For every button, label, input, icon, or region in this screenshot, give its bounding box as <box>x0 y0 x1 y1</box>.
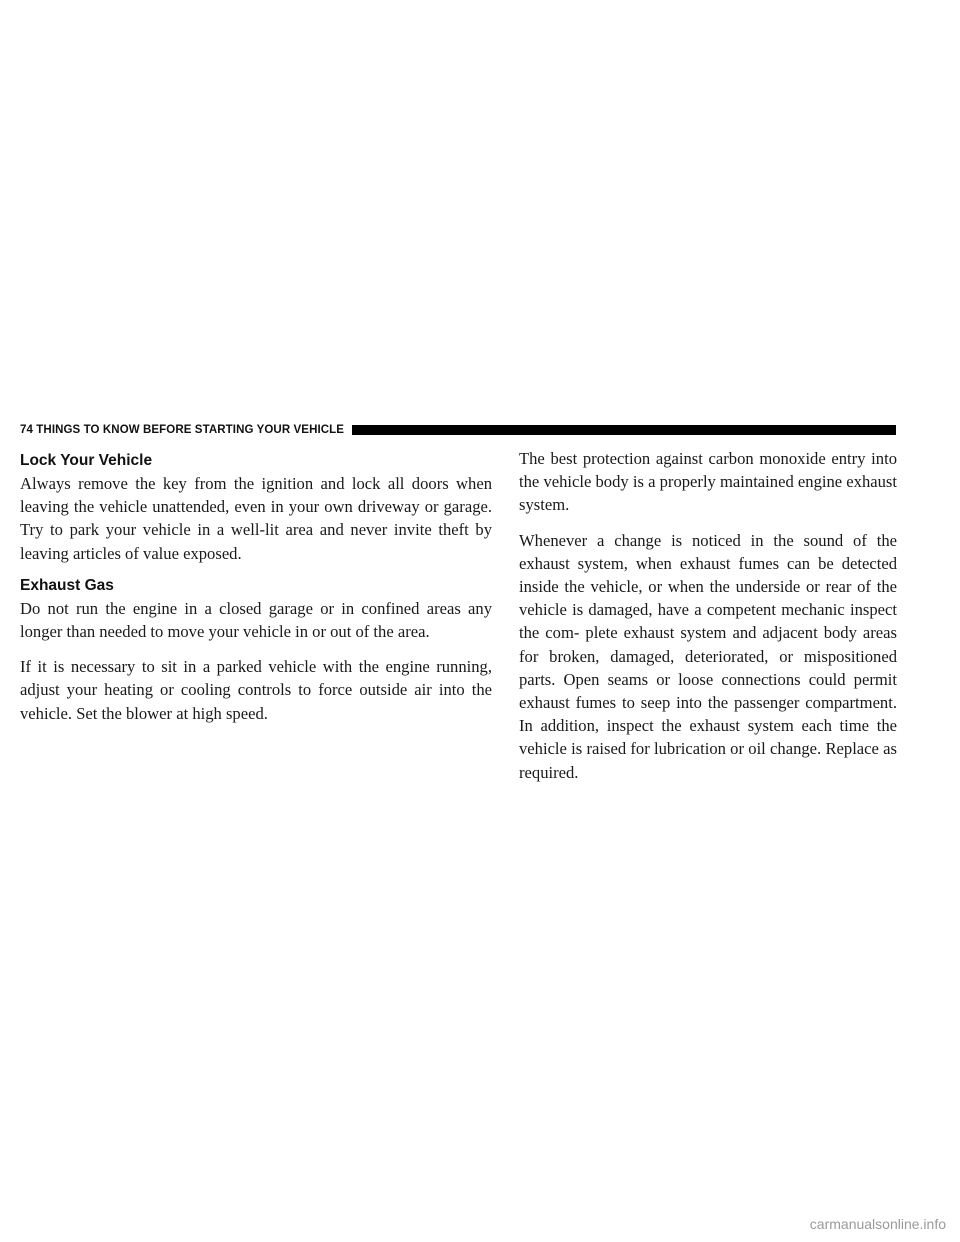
watermark: carmanualsonline.info <box>809 1216 946 1232</box>
exhaust-inspection-paragraph: Whenever a change is noticed in the sound of the exhaust system, when exhaust fumes can be detected inside the vehicle, or when the underside or rear of the vehicle is damaged, have a competent mechanic inspect the com- plete exhaust system and adjacent body areas for broken, damaged, deteriorated, or mispositioned parts. Open seams or loose connections could permit exhaust fumes to seep into the passenger compartment. In addition, inspect the exhaust system each time the vehicle is raised for lubrication or oil change. Replace as required. <box>519 530 897 782</box>
section-heading-exhaust-gas: Exhaust Gas <box>20 576 114 594</box>
header-rule <box>352 425 896 435</box>
running-header <box>20 421 896 439</box>
section-heading-lock-your-vehicle: Lock Your Vehicle <box>20 452 153 469</box>
right-column <box>519 447 897 796</box>
carbon-monoxide-paragraph: The best protection against carbon monoxide entry into the vehicle body is a properly maintained engine exhaust system. <box>519 449 897 515</box>
lock-vehicle-paragraph: Always remove the key from the ignition and lock all doors when leaving the vehicle unattended, even in your own driveway or garage. Try to park your vehicle in a well-lit area and never invite theft by leaving articles of value exposed. <box>20 474 492 563</box>
exhaust-gas-paragraph-1: Do not run the engine in a closed garage or in confined areas any longer than needed to move your vehicle in or out of the area. <box>20 598 492 642</box>
page-header-title: 74 THINGS TO KNOW BEFORE STARTING YOUR VEHICLE <box>20 424 345 436</box>
left-column <box>20 447 492 737</box>
exhaust-gas-paragraph-2: If it is necessary to sit in a parked vehicle with the engine running, adjust your heating or cooling controls to force outside air into the vehicle. Set the blower at high speed. <box>20 657 492 723</box>
